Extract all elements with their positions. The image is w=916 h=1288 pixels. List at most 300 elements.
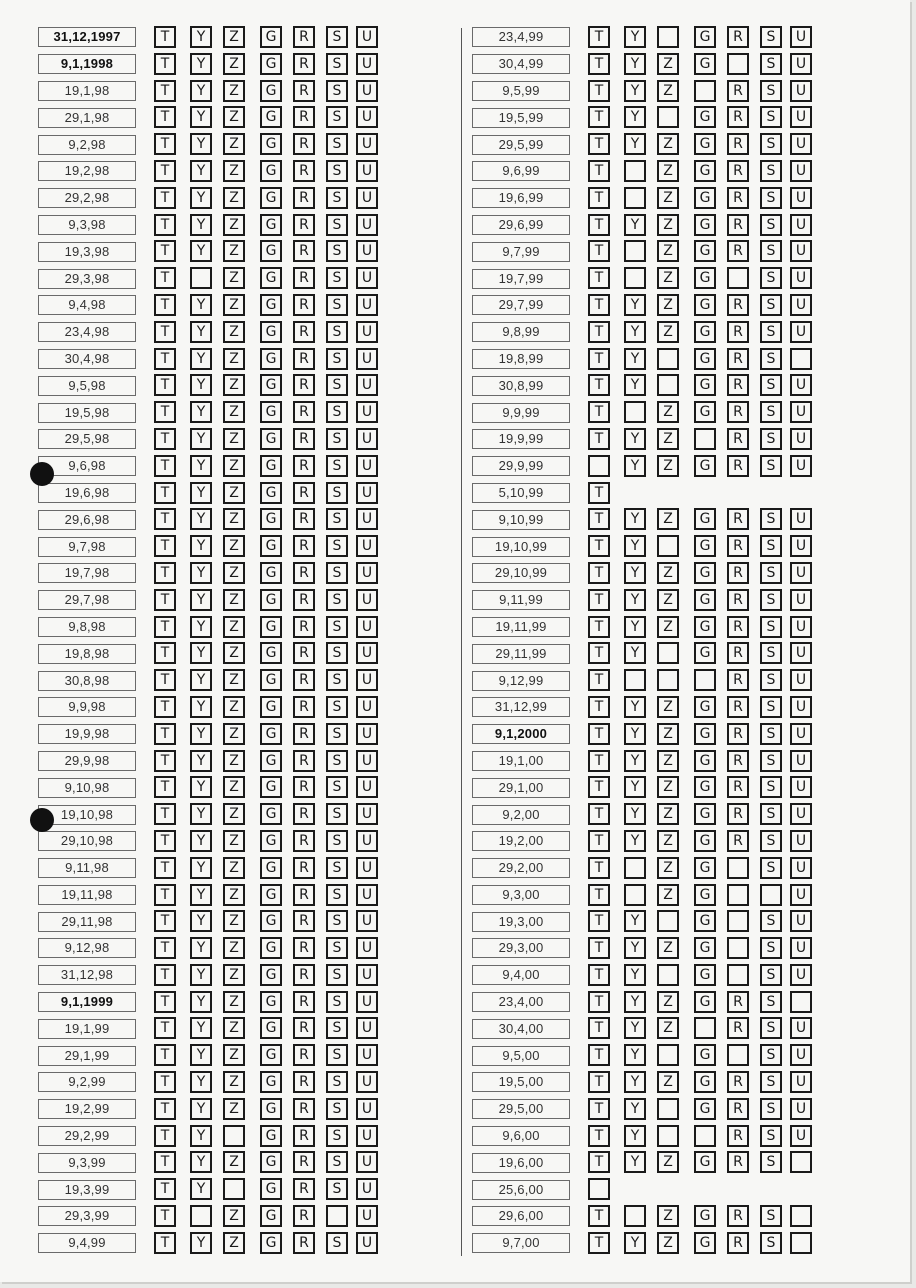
letter-box-g: G (260, 240, 282, 262)
letter-box-y (624, 1205, 646, 1227)
date-label: 19,1,00 (472, 751, 570, 771)
letter-box-y: Y (190, 696, 212, 718)
letter-box-r: R (293, 803, 315, 825)
date-row (38, 1069, 373, 1096)
letter-box-u: U (356, 482, 378, 504)
letter-box-s: S (760, 535, 782, 557)
letter-box-u: U (790, 1017, 812, 1039)
letter-box-g: G (260, 26, 282, 48)
letter-box-z: Z (657, 160, 679, 182)
letter-box-s: S (326, 642, 348, 664)
date-row (472, 426, 807, 453)
letter-box-g: G (260, 1098, 282, 1120)
letter-box-u: U (356, 562, 378, 584)
letter-box-r: R (727, 535, 749, 557)
letter-box-s: S (326, 106, 348, 128)
date-label: 29,10,98 (38, 831, 136, 851)
letter-box-u: U (790, 776, 812, 798)
date-row (38, 238, 373, 265)
letter-box-g: G (694, 750, 716, 772)
letter-box-t: T (588, 1098, 610, 1120)
letter-box-r: R (727, 830, 749, 852)
date-row (472, 185, 807, 212)
letter-box-u: U (356, 589, 378, 611)
letter-box-r: R (293, 1098, 315, 1120)
letter-box-z: Z (223, 1151, 245, 1173)
date-label: 9,8,99 (472, 322, 570, 342)
date-row (38, 265, 373, 292)
letter-box-g: G (694, 53, 716, 75)
letter-box-r: R (293, 589, 315, 611)
date-label: 29,3,98 (38, 269, 136, 289)
letter-box-g: G (260, 401, 282, 423)
letter-box-u: U (356, 187, 378, 209)
letter-box-g: G (694, 776, 716, 798)
date-label: 19,3,00 (472, 912, 570, 932)
letter-box-r: R (293, 910, 315, 932)
letter-box-z: Z (223, 26, 245, 48)
date-label: 19,11,99 (472, 617, 570, 637)
letter-box-z: Z (223, 642, 245, 664)
letter-box-g: G (260, 374, 282, 396)
letter-box-u: U (790, 910, 812, 932)
letter-box-g: G (694, 937, 716, 959)
date-row (38, 480, 373, 507)
letter-box-g: G (260, 830, 282, 852)
letter-box-z: Z (657, 321, 679, 343)
letter-box-s: S (326, 589, 348, 611)
letter-box-z: Z (223, 508, 245, 530)
letter-box-u: U (356, 1071, 378, 1093)
letter-box-z (657, 1125, 679, 1147)
letter-box-r: R (293, 1232, 315, 1254)
letter-box-s: S (760, 669, 782, 691)
letter-box-r (727, 53, 749, 75)
letter-box-z (657, 964, 679, 986)
letter-box-z: Z (657, 1151, 679, 1173)
date-label: 19,7,99 (472, 269, 570, 289)
date-label: 9,4,99 (38, 1233, 136, 1253)
date-label: 9,3,99 (38, 1153, 136, 1173)
date-label: 9,2,00 (472, 805, 570, 825)
date-row (38, 935, 373, 962)
date-label: 29,2,00 (472, 858, 570, 878)
letter-box-u: U (790, 106, 812, 128)
letter-box-z: Z (223, 294, 245, 316)
date-label: 5,10,99 (472, 483, 570, 503)
letter-box-s: S (326, 53, 348, 75)
letter-box-r: R (727, 1232, 749, 1254)
letter-box-r: R (727, 1151, 749, 1173)
letter-box-t: T (154, 723, 176, 745)
letter-box-y: Y (190, 562, 212, 584)
date-label: 29,9,99 (472, 456, 570, 476)
date-label: 29,3,99 (38, 1206, 136, 1226)
letter-box-t: T (588, 1205, 610, 1227)
date-row (38, 962, 373, 989)
date-row (472, 1203, 776, 1230)
letter-box-y: Y (624, 964, 646, 986)
letter-box-s: S (760, 857, 782, 879)
letter-box-g: G (694, 294, 716, 316)
date-row (38, 131, 373, 158)
letter-box-u (790, 991, 812, 1013)
date-label: 9,6,00 (472, 1126, 570, 1146)
letter-box-y: Y (624, 455, 646, 477)
letter-box-r: R (293, 991, 315, 1013)
letter-box-t: T (154, 26, 176, 48)
letter-box-r: R (293, 937, 315, 959)
letter-box-r: R (727, 1125, 749, 1147)
letter-box-u: U (790, 80, 812, 102)
letter-box-z: Z (657, 723, 679, 745)
letter-box-u: U (356, 53, 378, 75)
letter-box-g: G (260, 455, 282, 477)
letter-box-y: Y (190, 991, 212, 1013)
date-label: 29,5,99 (472, 135, 570, 155)
letter-box-y: Y (624, 589, 646, 611)
letter-box-u: U (790, 133, 812, 155)
date-label: 9,11,98 (38, 858, 136, 878)
date-label: 9,7,99 (472, 242, 570, 262)
letter-box-y: Y (624, 830, 646, 852)
date-row (472, 346, 776, 373)
letter-box-g: G (694, 803, 716, 825)
column-divider (461, 28, 462, 1256)
letter-box-g: G (694, 964, 716, 986)
letter-box-g: G (260, 1205, 282, 1227)
letter-box-u: U (356, 1178, 378, 1200)
letter-box-z: Z (223, 53, 245, 75)
letter-box-y: Y (190, 133, 212, 155)
letter-box-g: G (260, 1125, 282, 1147)
letter-box-r: R (293, 482, 315, 504)
letter-box-r: R (727, 1071, 749, 1093)
letter-box-y: Y (624, 1098, 646, 1120)
letter-box-r: R (293, 1125, 315, 1147)
letter-box-y: Y (624, 723, 646, 745)
letter-box-s: S (760, 133, 782, 155)
letter-box-t: T (588, 589, 610, 611)
date-label: 19,8,99 (472, 349, 570, 369)
letter-box-g: G (260, 642, 282, 664)
letter-box-y: Y (624, 26, 646, 48)
letter-box-g: G (694, 455, 716, 477)
letter-box-r: R (293, 26, 315, 48)
letter-box-g: G (260, 1044, 282, 1066)
letter-box-u: U (790, 240, 812, 262)
letter-box-s: S (760, 1098, 782, 1120)
letter-box-s: S (326, 482, 348, 504)
date-label: 29,10,99 (472, 563, 570, 583)
letter-box-y: Y (190, 106, 212, 128)
letter-box-s: S (760, 374, 782, 396)
letter-box-u: U (356, 616, 378, 638)
letter-box-r: R (293, 160, 315, 182)
letter-box-u: U (790, 1098, 812, 1120)
letter-box-r (727, 937, 749, 959)
date-label: 9,12,98 (38, 938, 136, 958)
date-row (38, 828, 373, 855)
letter-box-r: R (293, 267, 315, 289)
letter-box-t: T (154, 1125, 176, 1147)
letter-box-z: Z (223, 214, 245, 236)
letter-box-s: S (760, 53, 782, 75)
letter-box-u: U (790, 642, 812, 664)
letter-box-y: Y (190, 294, 212, 316)
letter-box-t: T (154, 964, 176, 986)
date-label: 23,4,00 (472, 992, 570, 1012)
letter-box-g: G (260, 214, 282, 236)
letter-box-y (190, 267, 212, 289)
letter-box-y: Y (624, 1044, 646, 1066)
letter-box-r (727, 1044, 749, 1066)
letter-box-s: S (760, 160, 782, 182)
letter-box-s: S (326, 884, 348, 906)
letter-box-u: U (356, 776, 378, 798)
letter-box-s: S (760, 776, 782, 798)
letter-box-g: G (260, 803, 282, 825)
letter-box-r: R (293, 1151, 315, 1173)
letter-box-u: U (790, 401, 812, 423)
punch-hole-bottom (30, 808, 54, 832)
date-label: 9,1,2000 (472, 724, 570, 744)
letter-box-t: T (588, 187, 610, 209)
date-row (38, 694, 373, 721)
letter-box-s: S (326, 348, 348, 370)
letter-box-z: Z (657, 562, 679, 584)
letter-box-z: Z (223, 803, 245, 825)
letter-box-u: U (356, 508, 378, 530)
letter-box-y: Y (190, 750, 212, 772)
letter-box-t: T (588, 910, 610, 932)
letter-box-r: R (727, 401, 749, 423)
date-row (38, 614, 373, 641)
letter-box-u: U (790, 535, 812, 557)
letter-box-g: G (260, 991, 282, 1013)
date-label: 19,11,98 (38, 885, 136, 905)
letter-box-s: S (326, 964, 348, 986)
letter-box-t: T (588, 1071, 610, 1093)
letter-box-r: R (293, 508, 315, 530)
letter-box-r: R (293, 1044, 315, 1066)
letter-box-y: Y (190, 642, 212, 664)
letter-box-u: U (790, 214, 812, 236)
letter-box-z: Z (223, 750, 245, 772)
date-row (472, 1096, 807, 1123)
date-row (38, 1042, 373, 1069)
letter-box-u: U (790, 857, 812, 879)
letter-box-z: Z (223, 991, 245, 1013)
letter-box-s: S (760, 1017, 782, 1039)
letter-box-r: R (293, 696, 315, 718)
letter-box-u: U (790, 830, 812, 852)
letter-box-r: R (293, 1178, 315, 1200)
date-row (38, 721, 373, 748)
letter-box-t: T (154, 294, 176, 316)
letter-box-s (326, 1205, 348, 1227)
letter-box-z: Z (223, 374, 245, 396)
date-label: 9,8,98 (38, 617, 136, 637)
letter-box-z: Z (657, 133, 679, 155)
letter-box-g: G (260, 589, 282, 611)
date-row (472, 1149, 776, 1176)
letter-box-s: S (326, 616, 348, 638)
letter-box-s: S (760, 1205, 782, 1227)
letter-box-s: S (326, 937, 348, 959)
letter-box-z: Z (657, 455, 679, 477)
letter-box-y: Y (624, 348, 646, 370)
date-row (38, 104, 373, 131)
date-row (472, 212, 807, 239)
date-row (38, 1096, 373, 1123)
letter-box-t: T (588, 1125, 610, 1147)
letter-box-z: Z (657, 294, 679, 316)
date-label: 19,2,00 (472, 831, 570, 851)
letter-box-t: T (154, 937, 176, 959)
letter-box-z: Z (223, 401, 245, 423)
letter-box-u: U (790, 884, 812, 906)
letter-box-r: R (293, 723, 315, 745)
letter-box-r (727, 267, 749, 289)
letter-box-t: T (154, 455, 176, 477)
letter-box-r: R (727, 750, 749, 772)
date-label: 9,7,98 (38, 537, 136, 557)
letter-box-r: R (293, 857, 315, 879)
date-label: 31,12,1997 (38, 27, 136, 47)
letter-box-y: Y (190, 1098, 212, 1120)
date-row (472, 801, 807, 828)
letter-box-g: G (694, 240, 716, 262)
letter-box-g: G (260, 696, 282, 718)
date-row (38, 78, 373, 105)
date-label: 29,11,99 (472, 644, 570, 664)
letter-box-s: S (760, 428, 782, 450)
date-row (472, 453, 807, 480)
letter-box-g: G (260, 267, 282, 289)
letter-box-z: Z (223, 1071, 245, 1093)
letter-box-t: T (154, 348, 176, 370)
letter-box-u: U (790, 160, 812, 182)
date-row (472, 372, 807, 399)
date-label: 29,5,98 (38, 429, 136, 449)
letter-box-r: R (293, 750, 315, 772)
letter-box-r: R (293, 964, 315, 986)
letter-box-t: T (154, 750, 176, 772)
letter-box-t: T (588, 884, 610, 906)
letter-box-t: T (588, 214, 610, 236)
date-row (38, 1230, 373, 1257)
letter-box-u: U (356, 294, 378, 316)
letter-box-y: Y (624, 1151, 646, 1173)
letter-box-u: U (790, 508, 812, 530)
letter-box-s: S (760, 26, 782, 48)
date-label: 30,8,98 (38, 671, 136, 691)
date-row (38, 560, 373, 587)
letter-box-s: S (326, 80, 348, 102)
letter-box-t: T (588, 374, 610, 396)
letter-box-u: U (356, 750, 378, 772)
letter-box-s: S (326, 401, 348, 423)
letter-box-y: Y (624, 508, 646, 530)
date-label: 30,4,99 (472, 54, 570, 74)
letter-box-r: R (727, 106, 749, 128)
letter-box-y: Y (190, 1125, 212, 1147)
letter-box-t: T (154, 857, 176, 879)
letter-box-s: S (326, 294, 348, 316)
letter-box-u: U (356, 348, 378, 370)
letter-box-t: T (588, 80, 610, 102)
letter-box-g: G (260, 53, 282, 75)
letter-box-r: R (727, 321, 749, 343)
letter-box-r (727, 964, 749, 986)
letter-box-t: T (588, 401, 610, 423)
letter-box-y: Y (624, 374, 646, 396)
letter-box-s: S (760, 1232, 782, 1254)
letter-box-u: U (790, 723, 812, 745)
letter-box-t: T (588, 428, 610, 450)
date-row (38, 748, 373, 775)
date-label: 29,11,98 (38, 912, 136, 932)
letter-box-z: Z (223, 562, 245, 584)
letter-box-u: U (356, 1098, 378, 1120)
letter-box-y: Y (624, 616, 646, 638)
date-label: 19,9,99 (472, 429, 570, 449)
date-label: 9,11,99 (472, 590, 570, 610)
letter-box-y: Y (190, 1044, 212, 1066)
letter-box-y (624, 857, 646, 879)
letter-box-y: Y (190, 187, 212, 209)
letter-box-y (624, 401, 646, 423)
letter-box-r: R (727, 26, 749, 48)
letter-box-t: T (588, 53, 610, 75)
letter-box-s: S (326, 508, 348, 530)
date-label: 29,1,00 (472, 778, 570, 798)
letter-box-y: Y (190, 669, 212, 691)
letter-box-z: Z (657, 1232, 679, 1254)
letter-box-r: R (727, 991, 749, 1013)
letter-box-s: S (760, 562, 782, 584)
letter-box-y: Y (190, 803, 212, 825)
letter-box-u (790, 1232, 812, 1254)
letter-box-g: G (260, 669, 282, 691)
letter-box-t: T (588, 133, 610, 155)
date-label: 29,2,98 (38, 188, 136, 208)
letter-box-s: S (760, 642, 782, 664)
letter-box-u: U (356, 803, 378, 825)
letter-box-s: S (760, 321, 782, 343)
letter-box-g (694, 1017, 716, 1039)
date-label: 19,5,00 (472, 1072, 570, 1092)
letter-box-y: Y (190, 1178, 212, 1200)
letter-box-r: R (293, 240, 315, 262)
letter-box-g (694, 669, 716, 691)
date-label: 19,7,98 (38, 563, 136, 583)
date-label: 9,4,98 (38, 295, 136, 315)
date-label: 9,6,99 (472, 161, 570, 181)
letter-box-g: G (694, 910, 716, 932)
letter-box-s: S (326, 374, 348, 396)
letter-box-r: R (293, 669, 315, 691)
letter-box-u: U (356, 106, 378, 128)
letter-box-y: Y (624, 53, 646, 75)
letter-box-z: Z (223, 321, 245, 343)
letter-box-s: S (326, 1071, 348, 1093)
letter-box-u: U (790, 937, 812, 959)
letter-box-y: Y (624, 133, 646, 155)
letter-box-y: Y (624, 535, 646, 557)
date-row (472, 828, 807, 855)
